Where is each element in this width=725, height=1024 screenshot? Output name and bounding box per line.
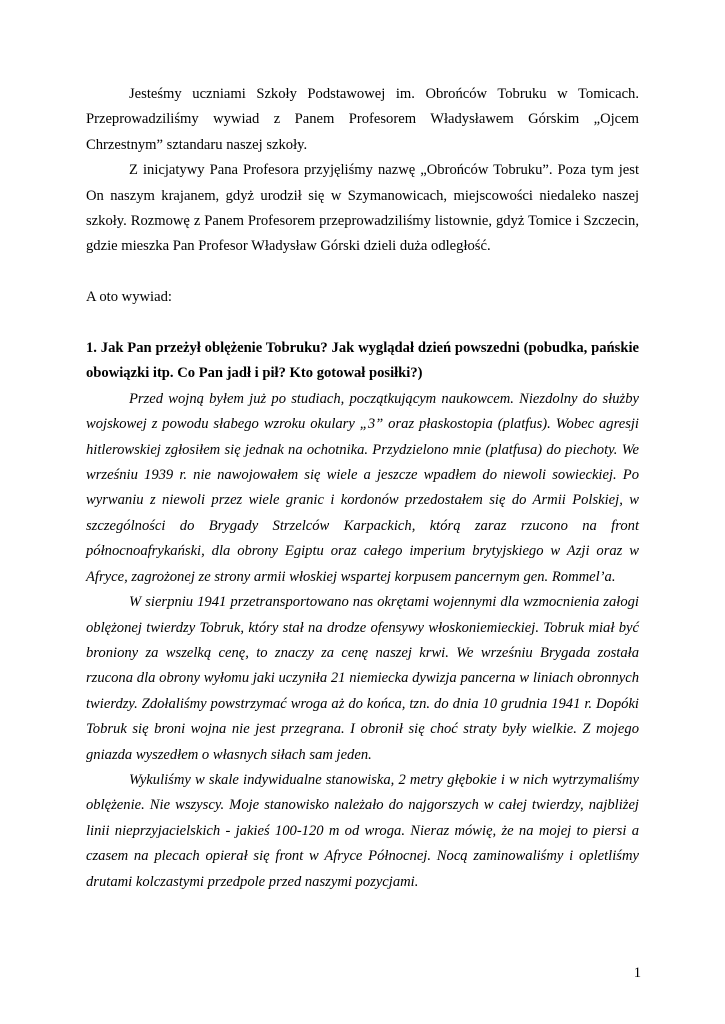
paragraph-spacer: [86, 311, 639, 336]
intro-paragraph-2: Z inicjatywy Pana Profesora przyjęliśmy nazwę „Obrońców Tobruku”. Poza tym jest On naszym krajanem, gdyż urodził się w Szymanowicach, miejscowości niedaleko naszej szkoły. Rozmowę z Panem Profesorem przeprowadziliśmy listownie, gdyż Tomice i Szczecin, gdzie mieszka Pan Profesor Władysław Górski dzieli duża odległość.: [86, 162, 639, 255]
document-page: [86, 82, 639, 895]
answer-1-paragraph-1: Przed wojną byłem już po studiach, początkującym naukowcem. Niezdolny do służby wojskowej z powodu słabego wzroku okulary „3” oraz płaskostopia (platfus). Wobec agresji hitlerowskiej zgłosiłem się jednak na ochotnika. Przydzielono mnie (platfusa) do piechoty. We wrześniu 1939 r. nie nawojowałem się wiele a jeszcze wpadłem do niewoli sowieckiej. Po wyrwaniu z niewoli przez wiele granic i kordonów przedostałem się do Armii Polskiej, w szczególności do Brygady Strzelców Karpackich, którą zaraz rzucono na front północnoafrykański, dla obrony Egiptu oraz całego imperium brytyjskiego w Azji oraz w Afryce, zagrożonej ze strony armii włoskiej wspartej korpusem pancernym gen. Rommel’a.: [86, 390, 639, 585]
answer-1-paragraph-3: Wykuliśmy w skale indywidualne stanowiska, 2 metry głębokie i w nich wytrzymaliśmy oblężenie. Nie wszyscy. Moje stanowisko należało do najgorszych w całej twierdzy, najbliżej linii nieprzyjacielskich - jakieś 100-120 m od wroga. Nieraz mówię, że na mojej to piersi a czasem na plecach opierał się front w Afryce Północnej. Nocą zaminowaliśmy i opletliśmy drutami kolczastymi przedpole przed naszymi pozycjami.: [86, 771, 639, 890]
answer-1-paragraph-2: W sierpniu 1941 przetransportowano nas okrętami wojennymi dla wzmocnienia załogi oblężonej twierdzy Tobruk, który stał na drodze ofensywy włoskoniemieckiej. Tobruk miał być broniony za wszelką cenę, to znaczy za cenę naszej krwi. We wrześniu Brygada została rzucona dla obrony wyłomu jaki uczyniła 21 niemiecka dywizja pancerna w liniach obronnych twierdzy. Zdołaliśmy powstrzymać wroga aż do końca, tzn. do dnia 10 grudnia 1941 r. Dopóki Tobruk się broni wojna nie jest przegrana. I obronił się choć straty były wielkie. Z mojego gniazda wyszedłem o własnych siłach sam jeden.: [86, 594, 639, 763]
page-number: 1: [633, 965, 641, 981]
interview-lead: A oto wywiad:: [86, 289, 172, 306]
question-1: 1. Jak Pan przeżył oblężenie Tobruku? Jak wyglądał dzień powszedni (pobudka, pańskie obowiązki itp. Co Pan jadł i pił? Kto gotował posiłki?): [86, 340, 639, 382]
intro-paragraph-1: Jesteśmy uczniami Szkoły Podstawowej im. Obrońców Tobruku w Tomicach. Przeprowadziliśmy wywiad z Panem Profesorem Władysławem Górskim „Ojcem Chrzestnym” sztandaru naszej szkoły.: [86, 86, 639, 153]
paragraph-spacer: [86, 260, 639, 285]
